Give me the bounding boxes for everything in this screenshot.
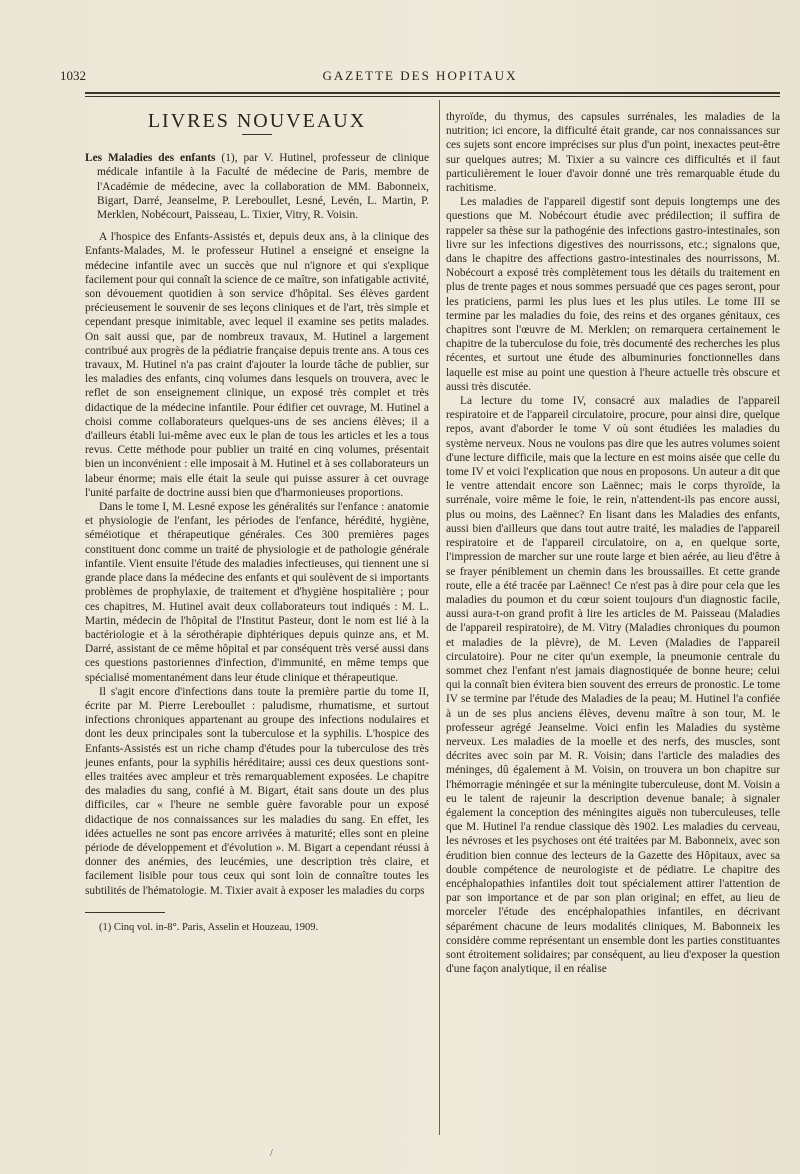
left-paragraph: Il s'agit encore d'infections dans toute la première partie du tome II, écrite par M. Pierre Lereboullet : paludisme, rhumatisme, et surtout infections chroniques appartenant au groupe des infections nodulaires et dont les deux principales sont la tuberculose et la syphilis. L'hospice des Enfants-Assistés est un riche champ d'études pour la tuberculose des très jeunes enfants, pour la syphilis héréditaire; aussi ces deux questions sont-elles traitées avec ampleur et très remarquablement exposées. Le chapitre des maladies du sang, confié à M. Bigart, était sans doute un des plus difficiles, car « l'heure ne semble guère favorable pour un exposé didactique de nos connaissances sur les maladies du sang. En effet, les idées actuelles ne sont pas encore arrivées à maturité; elles sont en pleine période de développement et d'évolution ». M. Bigart a cependant réussi à donner des anémies, des leucémies, une description très claire, et facilement lisible pour tous ceux qui sont loin de connaître toutes les subtilités de l'hématologie. M. Tixier avait à exposer les maladies du corps	[85, 685, 429, 897]
right-paragraph: Les maladies de l'appareil digestif sont depuis longtemps une des questions que M. Nobécourt étudie avec prédilection; il suffira de rappeler sa thèse sur la pathogénie des infections gastro-intestinales, son livre sur les infections digestives des nourrissons, etc.; signalons que, dans le chapitre des affections gastro-intestinales des nourrissons, M. Nobécourt a exposé très complètement tous les détails du traitement en plus de trente pages et nous sommes persuadé que ces pages seront, pour les praticiens, parmi les plus lues et les plus utiles. Le tome III se termine par les maladies du foie, des reins et des organes génitaux, ces chapitres sont l'œuvre de M. Merklen; on remarquera certainement le chapitre de la tuberculose du foie, très documenté des recherches les plus récentes, et surtout une étude des albuminuries fonctionnelles dans laquelle est mise au point une question à l'heure actuelle très obscure et aussi très discutée.	[446, 196, 780, 393]
book-entry	[85, 151, 429, 222]
header-rule-thick	[85, 92, 780, 94]
title-rule	[242, 134, 272, 135]
book-entry-details: (1), par V. Hutinel, professeur de clinique médicale infantile à la Faculté de médecine de Paris, membre de l'Académie de médecine, avec la collaboration de MM. Babonneix, Bigart, Darré, Jeanselme, P. Lereboullet, Lesné, Levén, L. Martin, P. Merklen, Nobécourt, Paisseau, L. Tixier, Vitry, R. Voisin.	[97, 152, 430, 222]
footnote-rule	[85, 912, 165, 913]
left-column	[85, 100, 429, 935]
column-divider	[439, 100, 440, 1135]
book-title: Les Maladies des enfants	[85, 152, 216, 165]
right-column	[446, 110, 780, 976]
footnote: (1) Cinq vol. in-8°. Paris, Asselin et Houzeau, 1909.	[99, 921, 319, 933]
section-title: LIVRES NOUVEAUX	[147, 110, 367, 132]
header-rule-thin	[85, 96, 780, 97]
right-paragraph: thyroïde, du thymus, des capsules surrénales, les maladies de la nutrition; ici encore, la difficulté était grande, car nos connaissances sur ces sujets sont encore imprécises sur plus d'un point, inexactes peut-être sur quelques autres; M. Tixier a su vaincre ces difficultés et il faut particulièrement le louer d'avoir donné une très remarquable étude du rachitisme.	[446, 111, 780, 195]
page-number: 1032	[60, 68, 86, 83]
bottom-mark: /	[270, 1148, 273, 1159]
left-paragraph: A l'hospice des Enfants-Assistés et, depuis deux ans, à la clinique des Enfants-Malades, M. le professeur Hutinel a enseigné et enseigne la médecine infantile avec un succès que nul n'ignore et qui s'explique facilement pour qui connaît la science de ce maître, son infatigable activité, son dévouement quotidien à son service d'hôpital. Ses élèves gardent précieusement le souvenir de ses leçons cliniques et de l'art, très simple et cependant presque inimitable, avec lequel il examine ses petits malades. On sait aussi que, par de nombreux travaux, M. Hutinel a largement contribué aux progrès de la pédiatrie française depuis trente ans. A tous ces travaux, M. Hutinel n'a pas craint d'ajouter la lourde tâche de publier, sur les maladies des enfants, cinq volumes dans lesquels on trouvera, avec le reflet de son enseignement clinique, un exposé très complet et très didactique de la médecine infantile. Pour édifier cet ouvrage, M. Hutinel a choisi comme collaborateurs quelques-uns de ses anciens élèves; il a d'ailleurs établi lui-même avec eux le plan de tous les articles et les a tous revus. Cette méthode pour publier un traité en cinq volumes, présentait bien un inconvénient : elle imposait à M. Hutinel et à ses collaborateurs un labeur énorme; mais elle était la seule qui puisse assurer à cet ouvrage l'unité parfaite de doctrine aussi bien que d'harmonieuses proportions.	[85, 231, 429, 499]
journal-title: GAZETTE DES HOPITAUX	[322, 68, 518, 83]
page-header	[60, 68, 780, 86]
left-paragraph: Dans le tome I, M. Lesné expose les généralités sur l'enfance : anatomie et physiologie de l'enfant, les périodes de l'enfance, hérédité, hygiène, séméiotique et thérapeutique générales. Ces 300 premières pages constituent donc comme un traité de physiologie et de pathologie générale infantile. Vient ensuite l'étude des maladies infectieuses, qui tiennent une si grande place dans la médecine des enfants et qui soulèvent de si importants problèmes de prophylaxie, de traitement et d'hygiène hospitalière ; pour ces chapitres, M. Hutinel avait deux collaborateurs tout indiqués : M. L. Martin, médecin de l'hôpital de l'Institut Pasteur, dont le nom est lié à la bactériologie et à la sérothérapie diphtériques depuis quinze ans, et M. Darré, assistant de ce même hôpital et par conséquent très versé aussi dans ces questions pastoriennes d'infection, d'immunité, en même temps que spécialisé momentanément dans leur étude clinique et thérapeutique.	[85, 501, 429, 684]
right-paragraph: La lecture du tome IV, consacré aux maladies de l'appareil respiratoire et de l'appareil circulatoire, procure, pour ainsi dire, quelque repos, avant d'aborder le tome V où sont étudiées les maladies du système nerveux. Nous ne voulons pas dire que les autres volumes soient d'une lecture difficile, mais que la lecture en est moins aisée que celle du tome IV et voici l'explication que nous en proposons. Un auteur a dit que le ventre attendait encore son Laënnec; mais le corps thyroïde, la surrénale, voire même le foie, le rein, n'attendent-ils pas encore aussi, plus ou moins, des Laënnec? En lisant dans les Maladies des enfants, aussi bien d'ailleurs que dans tout autre traité, les maladies de l'appareil respiratoire et de l'appareil circulatoire, on a, en quelque sorte, l'impression de marcher sur une route large et bien aérée, au lieu d'être à se frayer péniblement un chemin dans les broussailles. Et cette grande route, elle a été tracée par Laënnec! Ce n'est pas à dire pour cela que les maladies du poumon et du cœur soient toujours d'un diagnostic facile, aussi aura-t-on grand profit à lire les articles de M. Paisseau (Maladies de l'appareil respiratoire), de M. Vitry (Maladies chroniques du poumon et maladies de la plèvre), de M. Leven (Maladies de l'appareil circulatoire). Pour ne citer qu'un exemple, la pneumonie centrale du sommet chez l'enfant n'est jamais diagnostiquée de bonne heure; celui qui la connaît bien évitera bien souvent des erreurs de pronostic. Le tome IV se termine par l'étude des Maladies de la peau; M. Hutinel l'a confiée à un de ses plus anciens élèves, devenu maître à son tour, M. le professeur agrégé Jeanselme. Voici enfin les Maladies du système nerveux. Les maladies de la moelle et des nerfs, des muscles, sont décrites avec soin par M. R. Voisin; dans l'article des maladies des méninges, dû également à M. Voisin, on trouvera un bon chapitre sur l'hémorragie méningée et sur la méningite tuberculeuse, dont M. Voisin a eu le talent de rajeunir la description devenue banale; à signaler également la conception des méningites aiguës non tuberculeuses, telle que M. Hutinel l'a rendue classique dès 1902. Les maladies du cerveau, les névroses et les psychoses ont été traitées par M. Babonneix, avec son érudition bien connue des lecteurs de la Gazette des Hôpitaux, avec sa double compétence de neurologiste et de pédiatre. Le chapitre des encéphalopathies infantiles doit tout spécialement attirer l'attention de par son importance et de par son plan original; en effet, au lieu de morceler l'étude des encéphalopathies infantiles, en décrivant séparément chacune de leurs modalités cliniques, M. Babonneix les considère comme représentant un ensemble dont les parties constituantes sont étroitement solidaires; par conséquent, au lieu d'exposer la question d'une façon analytique, il en réalise	[446, 395, 780, 976]
